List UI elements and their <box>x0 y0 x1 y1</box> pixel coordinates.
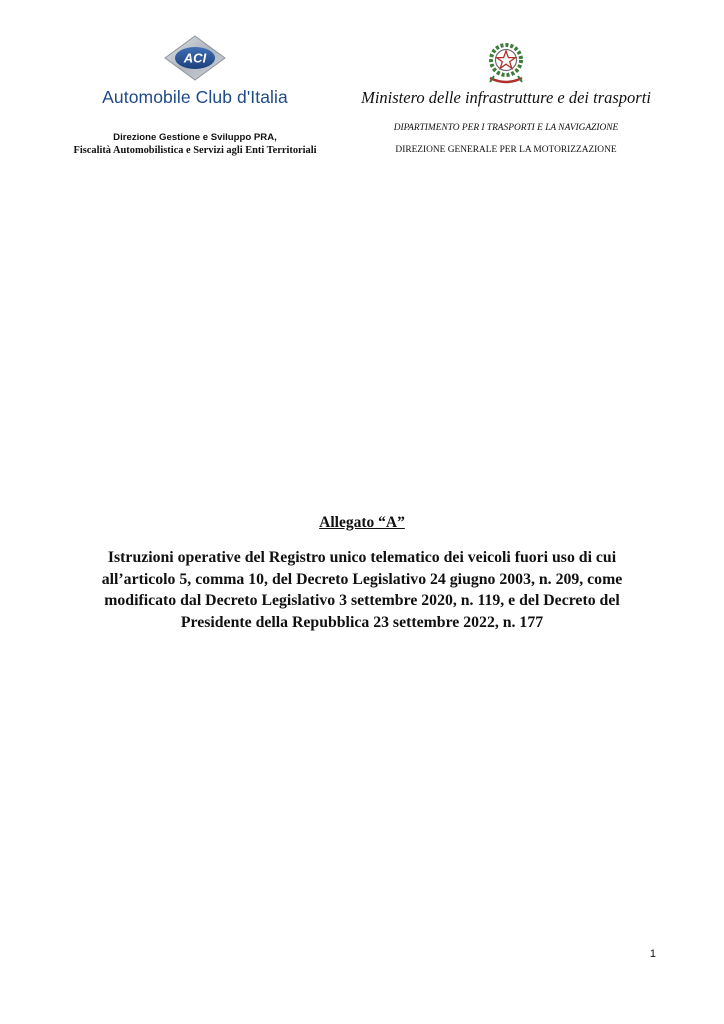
aci-logo-text: ACI <box>183 50 207 66</box>
italian-republic-emblem-icon <box>484 40 528 86</box>
ministry-header <box>348 40 664 155</box>
direction-line: DIREZIONE GENERALE PER LA MOTORIZZAZIONE <box>395 145 617 155</box>
annex-title: Allegato “A” <box>319 514 405 531</box>
aci-org-name: Automobile Club d'Italia <box>102 87 288 107</box>
aci-header <box>60 34 330 156</box>
aci-logo-icon <box>163 34 227 82</box>
document-title: Istruzioni operative del Registro unico telematico dei veicoli fuori uso di cui all’articolo 5, comma 10, del Decreto Legislativo 24 giugno 2003, n. 209, come modificato dal Decreto Legislativo 3 settembre 2020, n. 119, e del Decreto del Presidente della Repubblica 23 settembre 2022, n. 177 <box>101 549 623 631</box>
aci-direction-line1: Direzione Gestione e Sviluppo PRA, <box>113 132 277 143</box>
ministry-title: Ministero delle infrastrutture e dei trasporti <box>361 88 651 107</box>
department-line: DIPARTIMENTO PER I TRASPORTI E LA NAVIGAZIONE <box>393 123 619 133</box>
page-number: 1 <box>649 948 656 960</box>
aci-direction-line2: Fiscalità Automobilistica e Servizi agli Enti Territoriali <box>73 145 317 156</box>
